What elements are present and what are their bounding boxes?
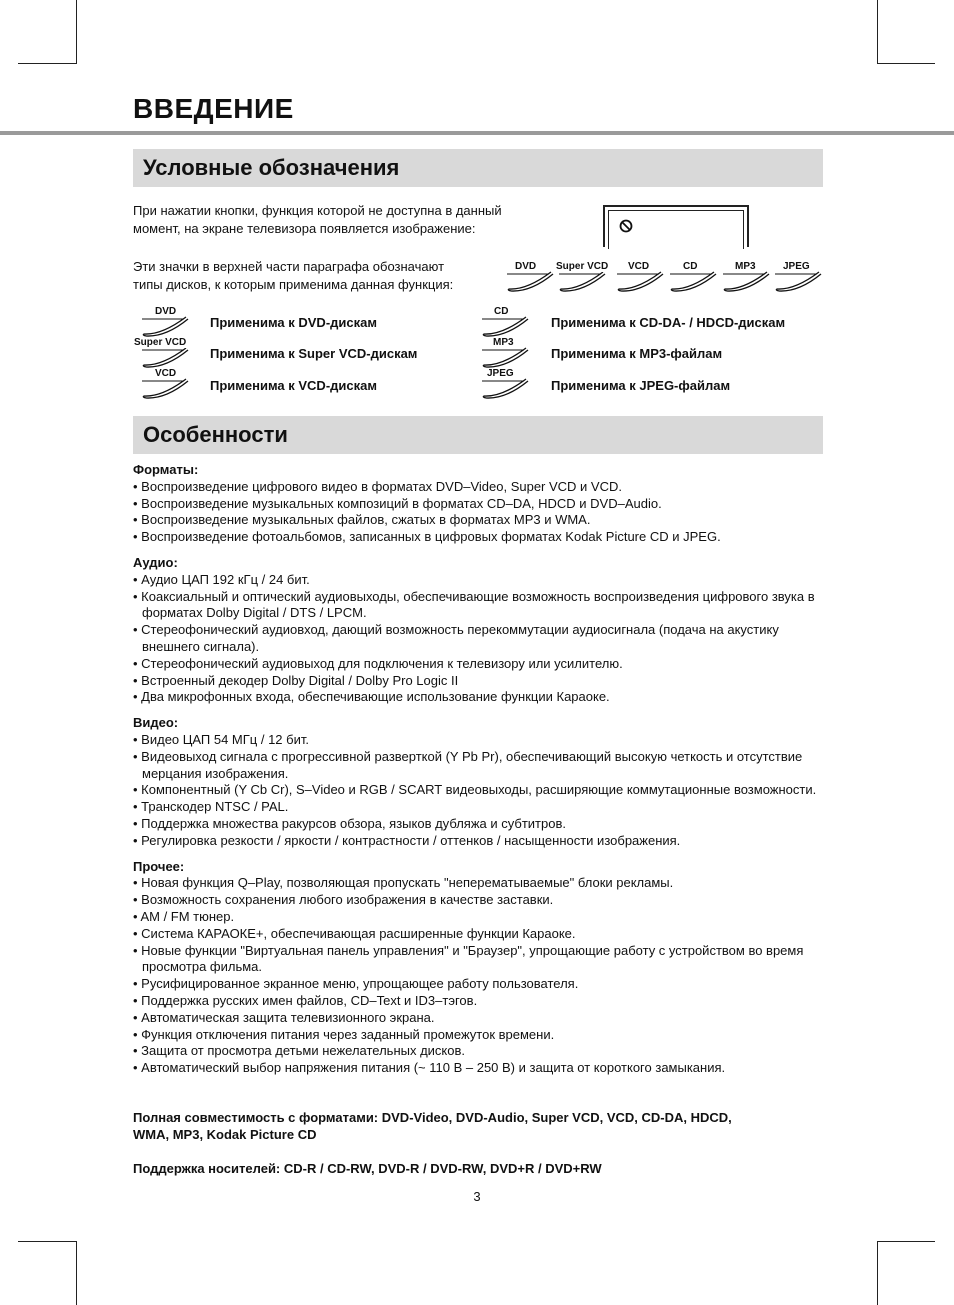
title-rule — [0, 131, 954, 135]
list-item: • Стереофонический аудиовход, дающий возможность перекоммутации аудиосигнала (подача на акустику внешнего сигнала). — [133, 622, 833, 656]
badge-label: DVD — [515, 261, 537, 272]
jpeg-disc-icon — [773, 262, 823, 292]
crop-mark — [76, 0, 77, 64]
feature-group-video — [133, 715, 833, 849]
list-item: • Стереофонический аудиовыход для подключения к телевизору или усилителю. — [133, 656, 833, 673]
text-line: момент, на экране телевизора появляется изображение: — [133, 221, 476, 236]
badge-label: CD — [683, 261, 698, 272]
media-support: Поддержка носителей: CD-R / CD-RW, DVD-R / DVD-RW, DVD+R / DVD+RW — [133, 1161, 602, 1176]
list-item: • Автоматический выбор напряжения питания (~ 110 В – 250 В) и защита от короткого замыкания. — [133, 1060, 833, 1077]
group-title: Аудио: — [133, 554, 178, 570]
legend-text: Применима к CD-DA- / HDCD-дискам — [551, 315, 786, 330]
badge-label: VCD — [155, 368, 177, 379]
legend-text: Применима к JPEG-файлам — [551, 378, 731, 393]
crop-mark — [877, 1241, 878, 1305]
group-title: Форматы: — [133, 462, 199, 477]
section-heading: Условные обозначения — [143, 155, 400, 180]
badge-label: JPEG — [487, 368, 514, 379]
icons-explanation — [133, 258, 453, 294]
section-heading: Особенности — [143, 422, 288, 447]
badge-label: MP3 — [493, 337, 514, 348]
crop-mark — [18, 63, 76, 64]
badge-label: CD — [494, 306, 509, 317]
group-title: Прочее: — [133, 858, 185, 874]
badge-label: JPEG — [783, 261, 810, 272]
crop-mark — [76, 1241, 77, 1305]
cd-disc-icon — [668, 262, 718, 292]
crop-mark — [18, 1241, 76, 1242]
text-line: При нажатии кнопки, функция которой не доступна в данный — [133, 203, 502, 218]
feature-group-audio — [133, 555, 833, 706]
vcd-disc-icon — [615, 262, 665, 292]
list-item: • Два микрофонных входа, обеспечивающие использование функции Караоке. — [133, 689, 833, 706]
text-line: типы дисков, к которым применима данная функция: — [133, 277, 454, 292]
legend-text: Применима к Super VCD-дискам — [210, 346, 418, 361]
jpeg-disc-icon — [480, 369, 530, 399]
list-item: • Новые функции "Виртуальная панель управления" и "Браузер", упрощающие работу с устройством во время просмотра фильма. — [133, 943, 833, 977]
tv-screen-illustration — [603, 205, 749, 247]
super-vcd-disc-icon — [557, 262, 607, 292]
list-item: • Поддержка множества ракурсов обзора, языков дубляжа и субтитров. — [133, 816, 833, 833]
text-line: Полная совместимость с форматами: DVD-Video, DVD-Audio, Super VCD, VCD, CD-DA, HDCD, — [133, 1110, 732, 1125]
badge-label: VCD — [628, 261, 650, 272]
list-item: • Регулировка резкости / яркости / контрастности / оттенков / насыщенности изображения. — [133, 833, 833, 850]
list-item: • Возможность сохранения любого изображения в качестве заставки. — [133, 892, 833, 909]
list-item: • Аудио ЦАП 192 кГц / 24 бит. — [133, 572, 833, 589]
dvd-disc-icon — [140, 307, 190, 337]
features-list — [133, 462, 833, 1086]
list-item: • Автоматическая защита телевизионного экрана. — [133, 1010, 833, 1027]
list-item: • Транскодер NTSC / PAL. — [133, 799, 833, 816]
list-item: • Новая функция Q–Play, позволяющая пропускать "неперематываемые" блоки рекламы. — [133, 875, 833, 892]
badge-label: DVD — [155, 306, 177, 317]
list-item: • Воспроизведение фотоальбомов, записанных в цифровых форматах Kodak Picture CD и JPEG. — [133, 529, 833, 546]
format-compatibility — [133, 1109, 833, 1143]
legend-text: Применима к VCD-дискам — [210, 378, 377, 393]
list-item: • Воспроизведение музыкальных композиций в форматах CD–DA, HDCD и DVD–Audio. — [133, 496, 833, 513]
list-item: • Функция отключения питания через заданный промежуток времени. — [133, 1027, 833, 1044]
page-number: 3 — [473, 1189, 481, 1204]
feature-group-formats — [133, 462, 833, 546]
list-item: • Видео ЦАП 54 МГц / 12 бит. — [133, 732, 833, 749]
list-item: • Воспроизведение музыкальных файлов, сжатых в форматах MP3 и WMA. — [133, 512, 833, 529]
list-item: • AM / FM тюнер. — [133, 909, 833, 926]
vcd-disc-icon — [140, 369, 190, 399]
page-title: ВВЕДЕНИЕ — [133, 93, 294, 124]
feature-group-other — [133, 859, 833, 1077]
section-heading-bar — [133, 416, 823, 454]
list-item: • Коаксиальный и оптический аудиовыходы, обеспечивающие возможность воспроизведения цифрового звука в форматах Dolby Digital / DTS / LPCM. — [133, 589, 833, 623]
list-item: • Компонентный (Y Cb Cr), S–Video и RGB / SCART видеовыходы, расширяющие коммутационные возможности. — [133, 782, 833, 799]
list-item: • Система КАРАОКЕ+, обеспечивающая расширенные функции Караоке. — [133, 926, 833, 943]
cd-disc-icon — [480, 307, 530, 337]
crop-mark — [877, 1241, 935, 1242]
badge-label: Super VCD — [134, 337, 187, 348]
crop-mark — [877, 0, 878, 64]
super-vcd-disc-icon — [134, 337, 190, 368]
list-item: • Видеовыход сигнала с прогрессивной разверткой (Y Pb Pr), обеспечивающий высокую четкость и отсутствие мерцания изображения. — [133, 749, 833, 783]
list-item: • Русифицированное экранное меню, упрощающее работу пользователя. — [133, 976, 833, 993]
mp3-disc-icon — [721, 262, 771, 292]
mp3-disc-icon — [480, 338, 530, 368]
dvd-disc-icon — [505, 262, 555, 292]
list-item: • Поддержка русских имен файлов, CD–Text и ID3–тэгов. — [133, 993, 833, 1010]
prohibited-icon — [619, 219, 633, 233]
text-line: Эти значки в верхней части параграфа обозначают — [133, 259, 445, 274]
list-item: • Защита от просмотра детьми нежелательных дисков. — [133, 1043, 833, 1060]
list-item: • Встроенный декодер Dolby Digital / Dolby Pro Logic II — [133, 673, 833, 690]
text-line: WMA, MP3, Kodak Picture CD — [133, 1127, 317, 1142]
badge-label: MP3 — [735, 261, 756, 272]
legend-text: Применима к MP3-файлам — [551, 346, 723, 361]
unavailable-text — [133, 202, 502, 238]
group-title: Видео: — [133, 715, 179, 731]
crop-mark — [877, 63, 935, 64]
legend-text: Применима к DVD-дискам — [210, 315, 377, 330]
section-heading-bar — [133, 149, 823, 187]
list-item: • Воспроизведение цифрового видео в форматах DVD–Video, Super VCD и VCD. — [133, 479, 833, 496]
badge-label: Super VCD — [556, 261, 609, 272]
